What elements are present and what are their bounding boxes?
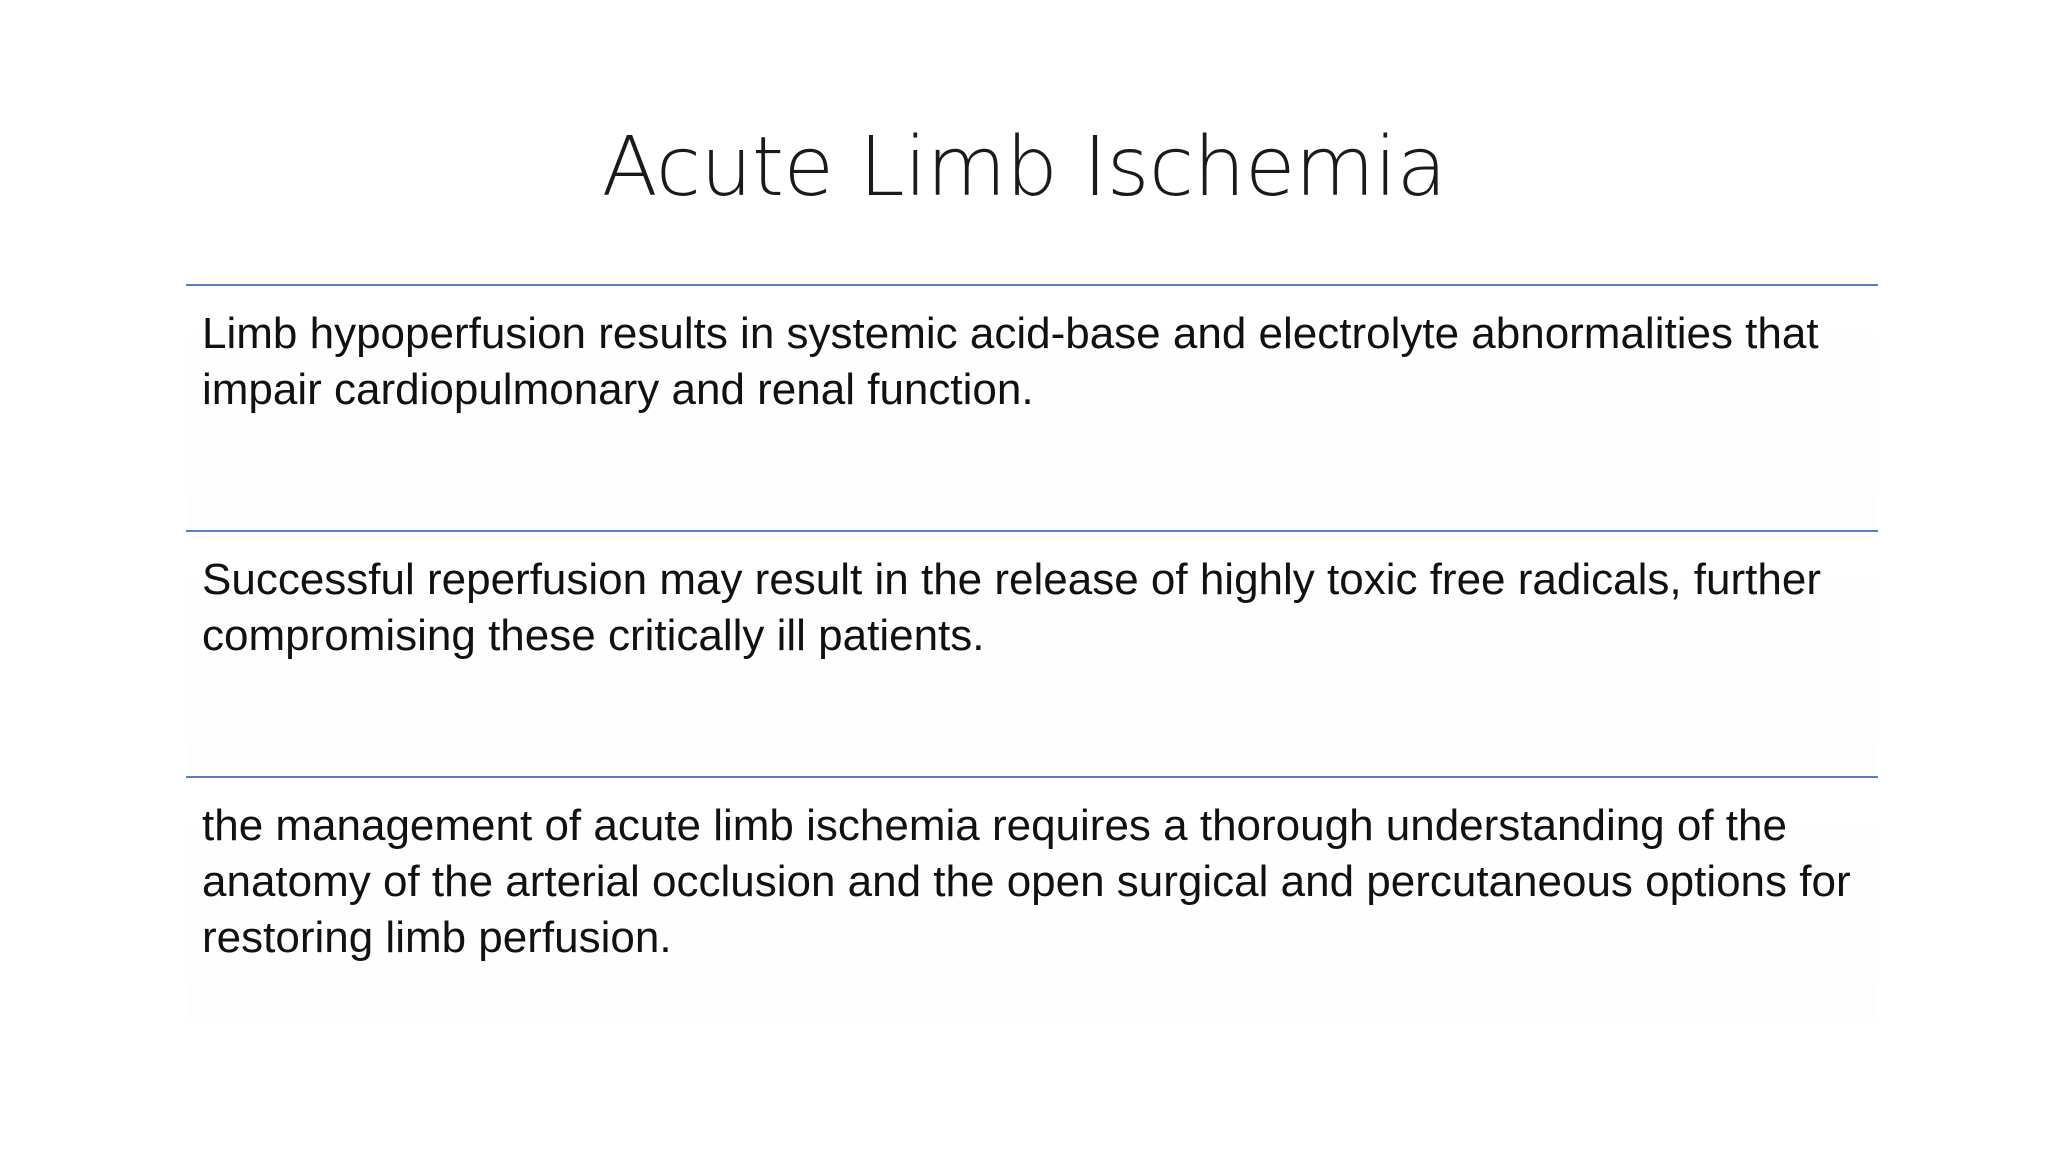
list-item-text: the management of acute limb ischemia requires a thorough understanding of the anatomy of the arterial occlusion and the open surgical and percutaneous options for restoring limb perfusion. bbox=[202, 801, 1851, 962]
list-item bbox=[186, 530, 1878, 776]
bullet-list bbox=[186, 284, 1878, 1022]
list-item bbox=[186, 284, 1878, 530]
list-item-text: Limb hypoperfusion results in systemic acid-base and electrolyte abnormalities that impair cardiopulmonary and renal function. bbox=[202, 309, 1819, 414]
list-item bbox=[186, 776, 1878, 1022]
list-item-text: Successful reperfusion may result in the release of highly toxic free radicals, further compromising these critically ill patients. bbox=[202, 555, 1821, 660]
slide-title: Acute Limb Ischemia bbox=[601, 120, 1447, 215]
